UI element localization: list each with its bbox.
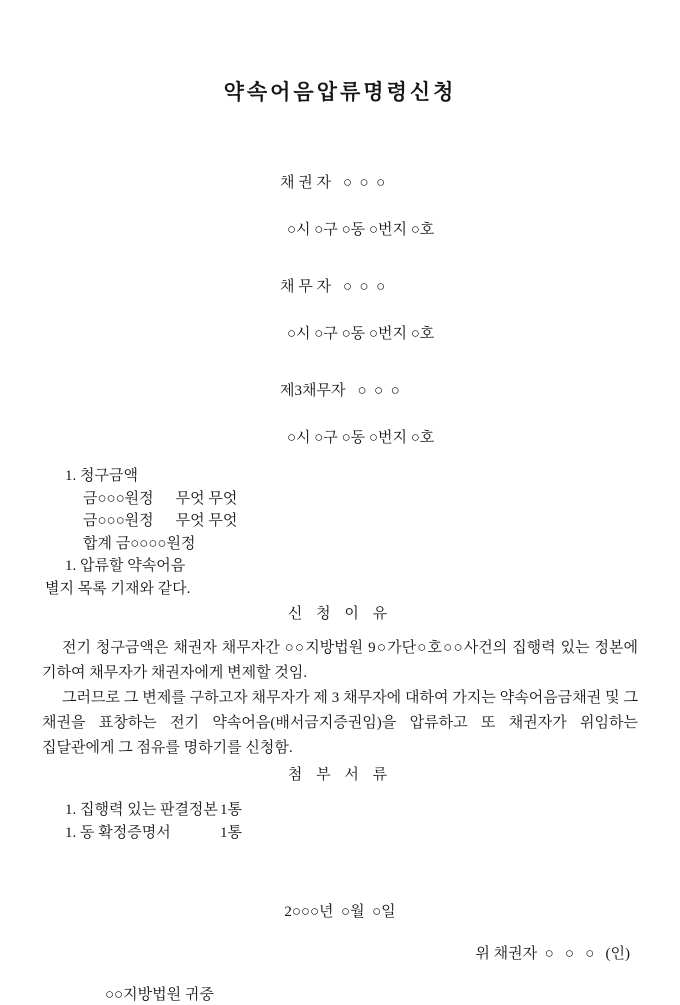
party-address: ○시 ○구 ○동 ○번지 ○호 — [287, 430, 435, 446]
party-name-line — [250, 257, 638, 317]
attachments-list — [42, 799, 638, 845]
attachment-label: 1. 집행력 있는 판결정본 — [65, 802, 218, 818]
party-label: 제3채무자 — [280, 383, 346, 399]
claim-amount: 금○○○원정 — [83, 513, 154, 529]
claim-note: 무엇 무엇 — [175, 513, 238, 529]
party-name: ○ ○ ○ — [357, 383, 400, 399]
reason-paragraph: 전기 청구금액은 채권자 채무자간 ○○지방법원 9○가단○호○○사건의 집행력 있는 정본에 기하여 채무자가 채권자에게 변제할 것임. — [42, 640, 638, 681]
party-third-debtor — [250, 361, 638, 448]
attachments-heading: 첨 부 서 류 — [287, 767, 393, 783]
claim-total: 합계 금○○○○원정 — [83, 535, 196, 552]
claim-amount-row — [83, 488, 638, 511]
claim-section — [42, 465, 638, 600]
party-label: 채 무 자 — [280, 279, 331, 295]
attachment-count: 1통 — [220, 825, 242, 841]
reason-paragraph: 그러므로 그 변제를 구하고자 채무자가 제 3 채무자에 대하여 가지는 약속어음금채권 및 그 채권을 표창하는 전기 약속어음(배서금지증권임)을 압류하고 또 채권자가 위임하는 집달관에게 그 점유를 명하기를 신청함. — [42, 690, 638, 756]
addressed-court: ○○지방법원 귀중 — [105, 987, 214, 1003]
party-creditor — [250, 153, 638, 240]
party-name: ○ ○ ○ — [342, 279, 386, 295]
attachment-label: 1. 동 확정증명서 — [65, 825, 171, 841]
party-address: ○시 ○구 ○동 ○번지 ○호 — [287, 326, 435, 342]
attachment-count: 1통 — [220, 802, 242, 818]
party-label: 채 권 자 — [280, 175, 331, 191]
claim-item-seizure-title: 1. 압류할 약속어음 — [65, 558, 186, 574]
parties-section — [42, 153, 638, 448]
claim-amount: 금○○○원정 — [83, 490, 154, 507]
document-title: 약속어음압류명령신청 — [223, 80, 457, 104]
claim-note: 무엇 무엇 — [175, 490, 238, 507]
creditor-signature: 위 채권자 ○ ○ ○ (인) — [475, 946, 630, 962]
attachment-item — [65, 822, 638, 845]
party-debtor — [250, 257, 638, 344]
document-date: 2○○○년 ○월 ○일 — [284, 904, 396, 920]
claim-item-amount-title: 1. 청구금액 — [65, 468, 138, 484]
party-name: ○ ○ ○ — [342, 175, 386, 191]
party-name-line — [250, 153, 638, 213]
party-name-line — [250, 361, 638, 421]
party-address: ○시 ○구 ○동 ○번지 ○호 — [287, 222, 435, 238]
attachment-item — [65, 799, 638, 822]
claim-amount-row — [83, 510, 638, 533]
reason-heading: 신 청 이 유 — [287, 606, 393, 622]
claim-attachment-reference: 별지 목록 기재와 같다. — [45, 580, 191, 597]
